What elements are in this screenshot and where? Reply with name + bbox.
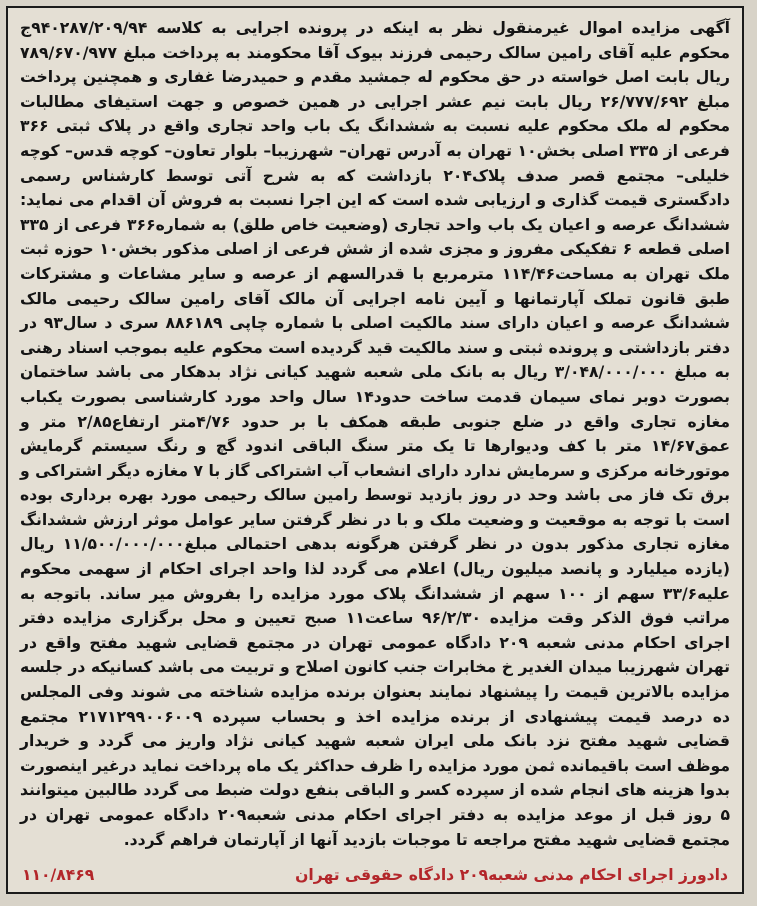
issuer-signature: دادورز اجرای احکام مدنی شعبه۲۰۹ دادگاه حقوقی تهران [295,866,728,884]
reference-number: ۱۱۰/۸۴۶۹ [22,866,95,884]
auction-notice [6,6,744,894]
notice-footer [22,866,728,884]
notice-body: آگهی مزایده اموال غیرمنقول نظر به اینکه در پرونده اجرایی به کلاسه ۹۴۰۲۸۷/۲۰۹/۹۴ج محکوم علیه آقای رامین سالک رحیمی فرزند بیوک آقا محکومند به پرداخت مبلغ ۷۸۹/۶۷۰/۹۷۷ ریال بابت اصل خواسته در حق محکوم له جمشید مقدم و حمیدرضا غفاری و همچنین پرداخت مبلغ ۲۶/۷۷۷/۶۹۲ ریال بابت نیم عشر اجرایی در همین خصوص و جهت استیفای مطالبات محکوم له ملک محکوم علیه نسبت به ششدانگ یک باب واحد تجاری واقع در پلاک ثبتی ۳۶۶ فرعی از ۳۳۵ اصلی بخش۱۰ تهران به آدرس تهران– شهرزیبا– بلوار تعاون– کوچه قدس– کوچه خلیلی– مجتمع قصر صدف پلاک۲۰۴ بازداشت که به شرح آتی توسط کارشناس رسمی دادگستری قیمت گذاری و ارزیابی شده است که این اجرا نسبت به فروش آن اقدام می نماید: ششدانگ عرصه و اعیان یک باب واحد تجاری (وضعیت خاص طلق) به شماره۳۶۶ فرعی از ۳۳۵ اصلی قطعه ۶ تفکیکی مفروز و مجزی شده از شش فرعی از اصلی مذکور بخش۱۰ حوزه ثبت ملک تهران به مساحت۱۱۴/۴۶ مترمربع با قدرالسهم از عرصه و سایر مشاعات و مشترکات طبق قانون تملک آپارتمانها و آیین نامه اجرایی آن مالک آقای رامین سالک رحیمی مالک ششدانگ عرصه و اعیان دارای سند مالکیت اصلی با شماره چاپی ۸۸۶۱۸۹ سری د سال۹۳ در دفتر بازداشتی و پرونده ثبتی و سند مالکیت قید گردیده است محکوم علیه بموجب اسناد رهنی به مبلغ ۳/۰۴۸/۰۰۰/۰۰۰ ریال به بانک ملی شعبه شهید کیانی نژاد بدهکار می باشد ساختمان بصورت دوبر نمای سیمان قدمت ساخت حدود۱۴ سال واحد مورد کارشناسی بصورت یکباب مغازه تجاری واقع در ضلع جنوبی طبقه همکف با بر حدود ۴/۷۶متر ارتفاع۲/۸۵ متر و عمق۱۴/۶۷ متر با کف ودیوارها تا یک متر سنگ الباقی اندود گچ و رنگ سیستم گرمایش موتورخانه مرکزی و سرمایش ندارد دارای انشعاب آب اشتراکی گاز با ۷ مغازه دیگر اشتراکی و برق تک فاز می باشد وحد در روز بازدید توسط رامین سالک رحیمی مورد بهره برداری بوده است با توجه به موقعیت و وضعیت ملک و با در نظر گرفتن سایر عوامل موثر ارزش ششدانگ مغازه تجاری مذکور بدون در نظر گرفتن هرگونه بدهی احتمالی مبلغ۱۱/۵۰۰/۰۰۰/۰۰۰ ریال (یازده میلیارد و پانصد میلیون ریال) اعلام می گردد لذا واحد اجرای احکام از سهمی محکوم علیه۳۳/۶ سهم از ۱۰۰ سهم از ششدانگ پلاک مورد مزایده را بفروش میر ساند. باتوجه به مراتب فوق الذکر وقت مزایده ۹۶/۲/۳۰ ساعت۱۱ صبح تعیین و محل برگزاری مزایده دفتر اجرای احکام مدنی شعبه ۲۰۹ دادگاه عمومی تهران در مجتمع قضایی شهید مفتح واقع در تهران شهرزیبا میدان الغدیر خ مخابرات جنب کانون اصلاح و تربیت می باشد کسانیکه در جلسه مزایده بالاترین قیمت را پیشنهاد نمایند بعنوان برنده مزایده شناخته می شوند وفی المجلس ده درصد قیمت پیشنهادی از برنده مزایده اخذ و بحساب سپرده ۲۱۷۱۲۹۹۰۰۶۰۰۹ مجتمع قضایی شهید مفتح نزد بانک ملی ایران شعبه شهید کیانی نژاد واریز می گردد و خریدار موظف است باقیمانده ثمن مورد مزایده را ظرف حداکثر یک ماه پرداخت نماید درغیر اینصورت بدوا هزینه های انجام شده از سپرده کسر و الباقی بنفع دولت ضبط می گردد طالبین میتوانند ۵ روز قبل از موعد مزایده به دفتر اجرای احکام مدنی شعبه۲۰۹ دادگاه عمومی تهران در مجتمع قضایی شهید مفتح مراجعه تا موجبات بازدید آنها از آپارتمان فراهم گردد. [20,19,731,849]
